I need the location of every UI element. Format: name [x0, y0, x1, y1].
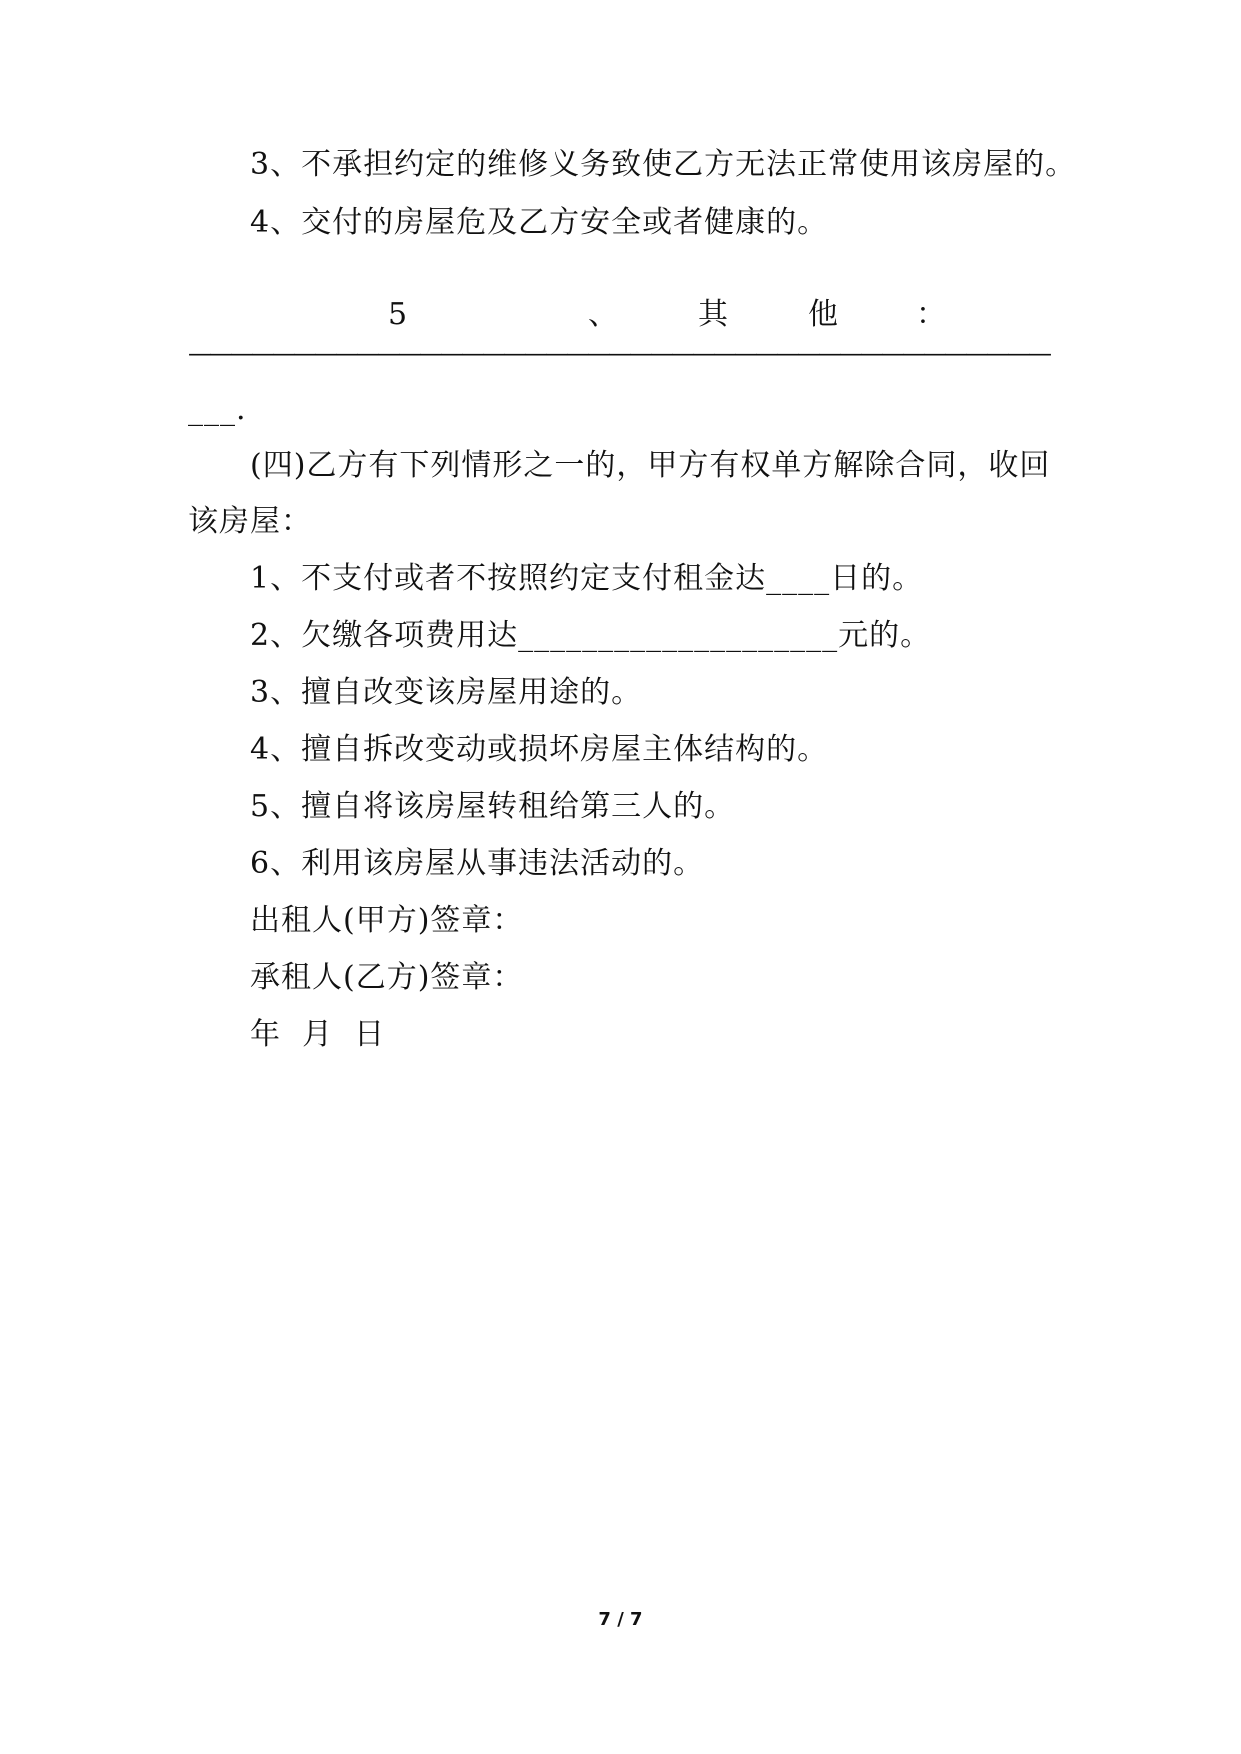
clause-item-3-repair: 3、不承担约定的维修义务致使乙方无法正常使用该房屋的。	[250, 147, 1077, 182]
clause-item-5-other	[188, 295, 1050, 335]
item5-char-ta: 他	[808, 297, 838, 332]
section-4-heading-line1: (四)乙方有下列情形之一的，甲方有权单方解除合同，收回	[250, 448, 1051, 483]
item5-char-qi: 其	[698, 297, 728, 332]
termination-clause-4: 4、擅自拆改变动或损坏房屋主体结构的。	[250, 732, 829, 767]
page-number: 7 / 7	[598, 1609, 643, 1630]
section-4-heading-line2: 该房屋：	[188, 504, 312, 539]
lessor-signature-line: 出租人(甲方)签章：	[250, 903, 524, 938]
lessee-signature-line: 承租人(乙方)签章：	[250, 960, 524, 995]
termination-clause-2: 2、欠缴各项费用达____________________元的。	[250, 618, 932, 653]
termination-clause-6: 6、利用该房屋从事违法活动的。	[250, 846, 705, 881]
termination-clause-5: 5、擅自将该房屋转租给第三人的。	[250, 789, 736, 824]
blank-fill-line-short: ___.	[188, 392, 247, 427]
clause-item-4-safety: 4、交付的房屋危及乙方安全或者健康的。	[250, 205, 829, 240]
signing-date-line: 年 月 日	[250, 1017, 386, 1052]
item5-number: 5	[388, 297, 408, 332]
termination-clause-3: 3、擅自改变该房屋用途的。	[250, 675, 643, 710]
termination-clause-1: 1、不支付或者不按照约定支付租金达____日的。	[250, 561, 924, 596]
item5-colon: ：	[916, 297, 946, 332]
blank-fill-line-long: —————————————————————————————————————————	[188, 339, 1049, 367]
item5-separator: 、	[588, 297, 618, 332]
